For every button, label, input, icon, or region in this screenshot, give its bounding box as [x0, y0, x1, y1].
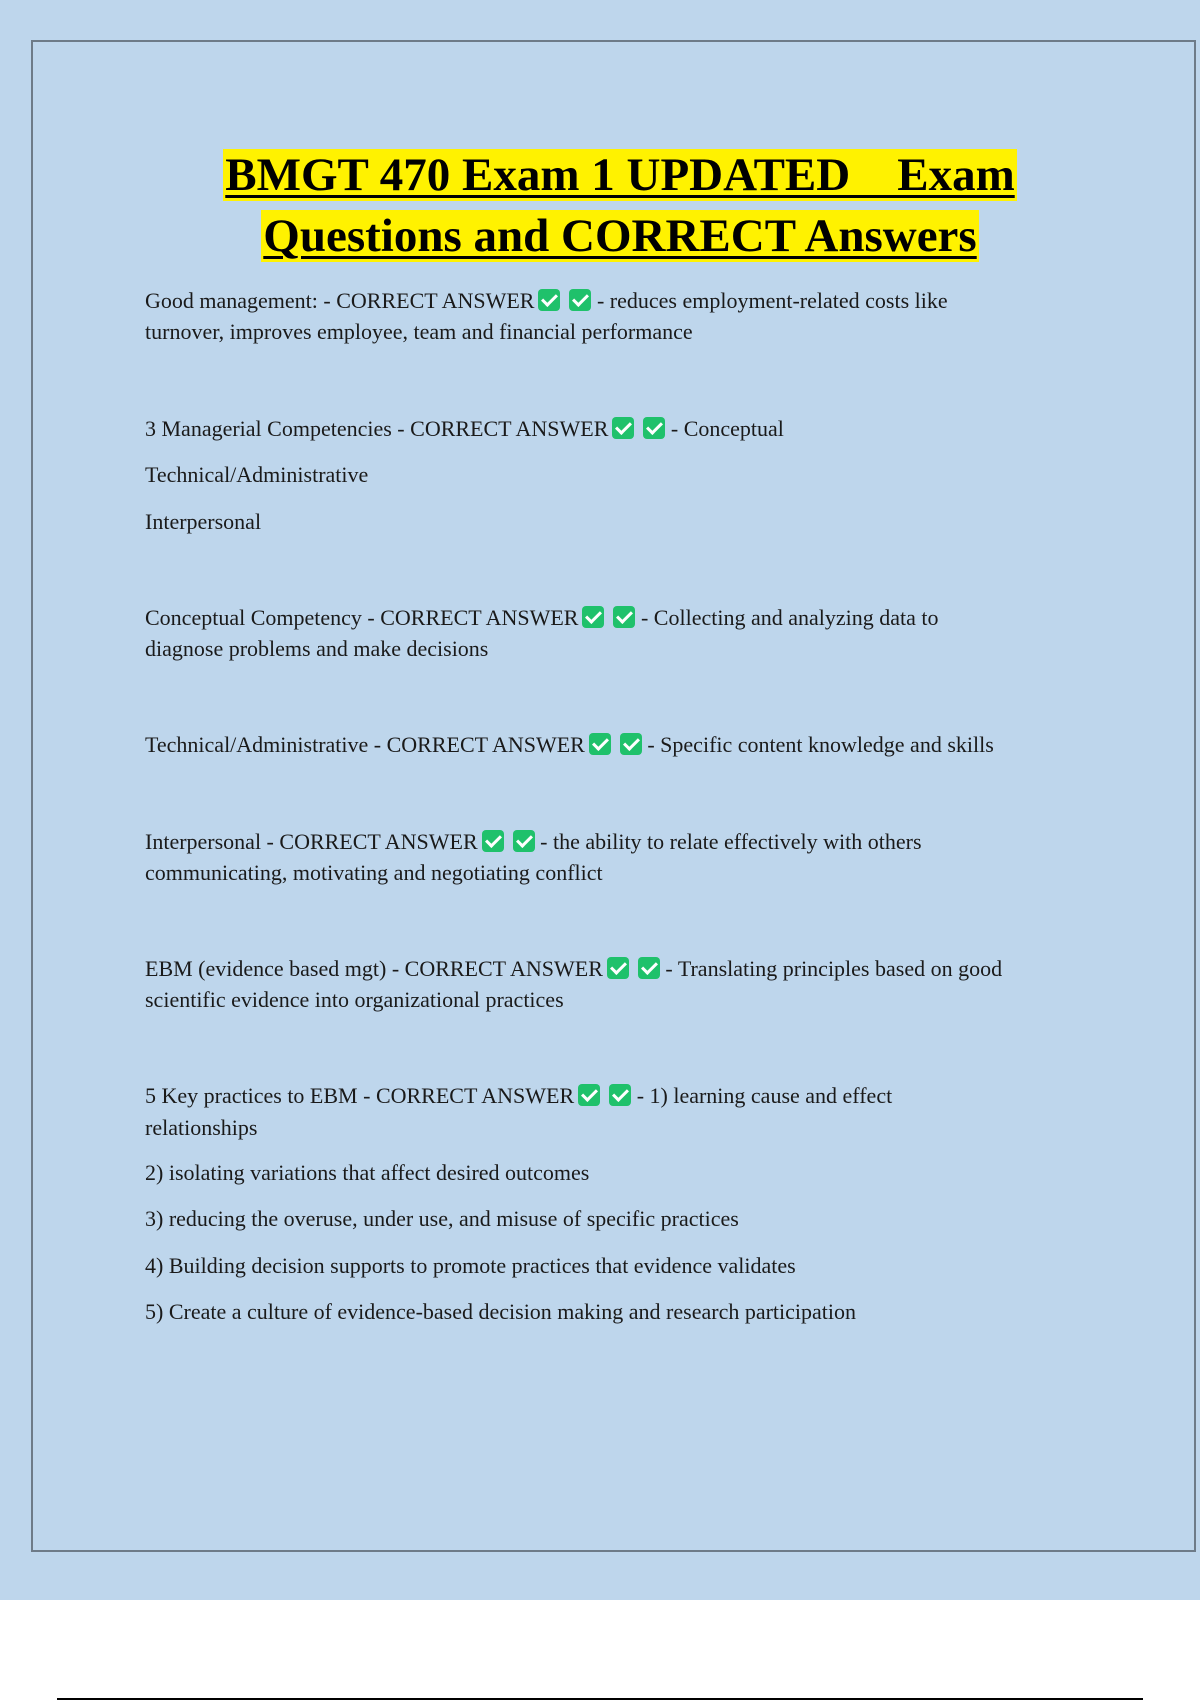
answer-text: - 1) learning cause and effect	[636, 1083, 893, 1108]
qa-item-ebm	[145, 954, 1105, 984]
answer-marker: CORRECT ANSWER	[380, 605, 579, 630]
answer-text: - reduces employment-related costs like	[596, 288, 948, 313]
check-box-icon	[589, 733, 611, 755]
qa-item-interpersonal	[145, 827, 1105, 857]
qa-item-good-management	[145, 286, 1105, 316]
answer-continuation: relationships	[145, 1115, 258, 1140]
check-box-icon	[609, 1084, 631, 1106]
answer-text: - Specific content knowledge and skills	[647, 732, 994, 757]
check-box-icon	[482, 830, 504, 852]
answer-marker: CORRECT ANSWER	[336, 288, 535, 313]
answer-marker: CORRECT ANSWER	[386, 732, 585, 757]
answer-text: - Conceptual	[670, 416, 784, 441]
qa-item-technical-administrative	[145, 730, 1105, 760]
check-box-icon	[607, 957, 629, 979]
answer-text: - Translating principles based on good	[665, 956, 1003, 981]
check-box-icon	[569, 289, 591, 311]
check-box-icon	[578, 1084, 600, 1106]
answer-continuation: diagnose problems and make decisions	[145, 636, 489, 661]
check-box-icon	[638, 957, 660, 979]
answer-continuation: 5) Create a culture of evidence-based decision making and research participation	[145, 1299, 857, 1324]
check-box-icon	[612, 417, 634, 439]
title-line-1: BMGT 470 Exam 1 UPDATED Exam	[225, 149, 1015, 201]
qa-item-ebm-key-practices	[145, 1081, 1105, 1111]
question-term: Interpersonal -	[145, 829, 280, 854]
answer-continuation: turnover, improves employee, team and financial performance	[145, 319, 693, 344]
answer-marker: CORRECT ANSWER	[404, 956, 603, 981]
answer-marker: CORRECT ANSWER	[279, 829, 478, 854]
qa-item-managerial-competencies	[145, 414, 1105, 444]
answer-marker: CORRECT ANSWER	[410, 416, 609, 441]
check-box-icon	[643, 417, 665, 439]
question-term: Conceptual Competency -	[145, 605, 381, 630]
check-box-icon	[582, 606, 604, 628]
answer-continuation: communicating, motivating and negotiating conflict	[145, 860, 603, 885]
answer-continuation: 3) reducing the overuse, under use, and misuse of specific practices	[145, 1206, 739, 1231]
question-term: EBM (evidence based mgt) -	[145, 956, 405, 981]
check-box-icon	[513, 830, 535, 852]
check-box-icon	[613, 606, 635, 628]
title-line-2: Questions and CORRECT Answers	[263, 210, 977, 262]
qa-item-conceptual-competency	[145, 603, 1105, 633]
answer-continuation: Interpersonal	[145, 509, 262, 534]
question-term: Good management: -	[145, 288, 337, 313]
answer-marker: CORRECT ANSWER	[375, 1083, 575, 1108]
check-box-icon	[620, 733, 642, 755]
question-term: Technical/Administrative -	[145, 732, 387, 757]
question-term: 3 Managerial Competencies -	[145, 416, 411, 441]
answer-continuation: Technical/Administrative	[145, 462, 369, 487]
answer-continuation: 4) Building decision supports to promote practices that evidence validates	[145, 1253, 796, 1278]
answer-continuation: 2) isolating variations that affect desired outcomes	[145, 1160, 590, 1185]
check-box-icon	[538, 289, 560, 311]
document-title	[100, 145, 1140, 267]
question-term: 5 Key practices to EBM -	[145, 1083, 376, 1108]
answer-text: - Collecting and analyzing data to	[640, 605, 939, 630]
answer-text: - the ability to relate effectively with others	[540, 829, 922, 854]
answer-continuation: scientific evidence into organizational practices	[145, 987, 564, 1012]
